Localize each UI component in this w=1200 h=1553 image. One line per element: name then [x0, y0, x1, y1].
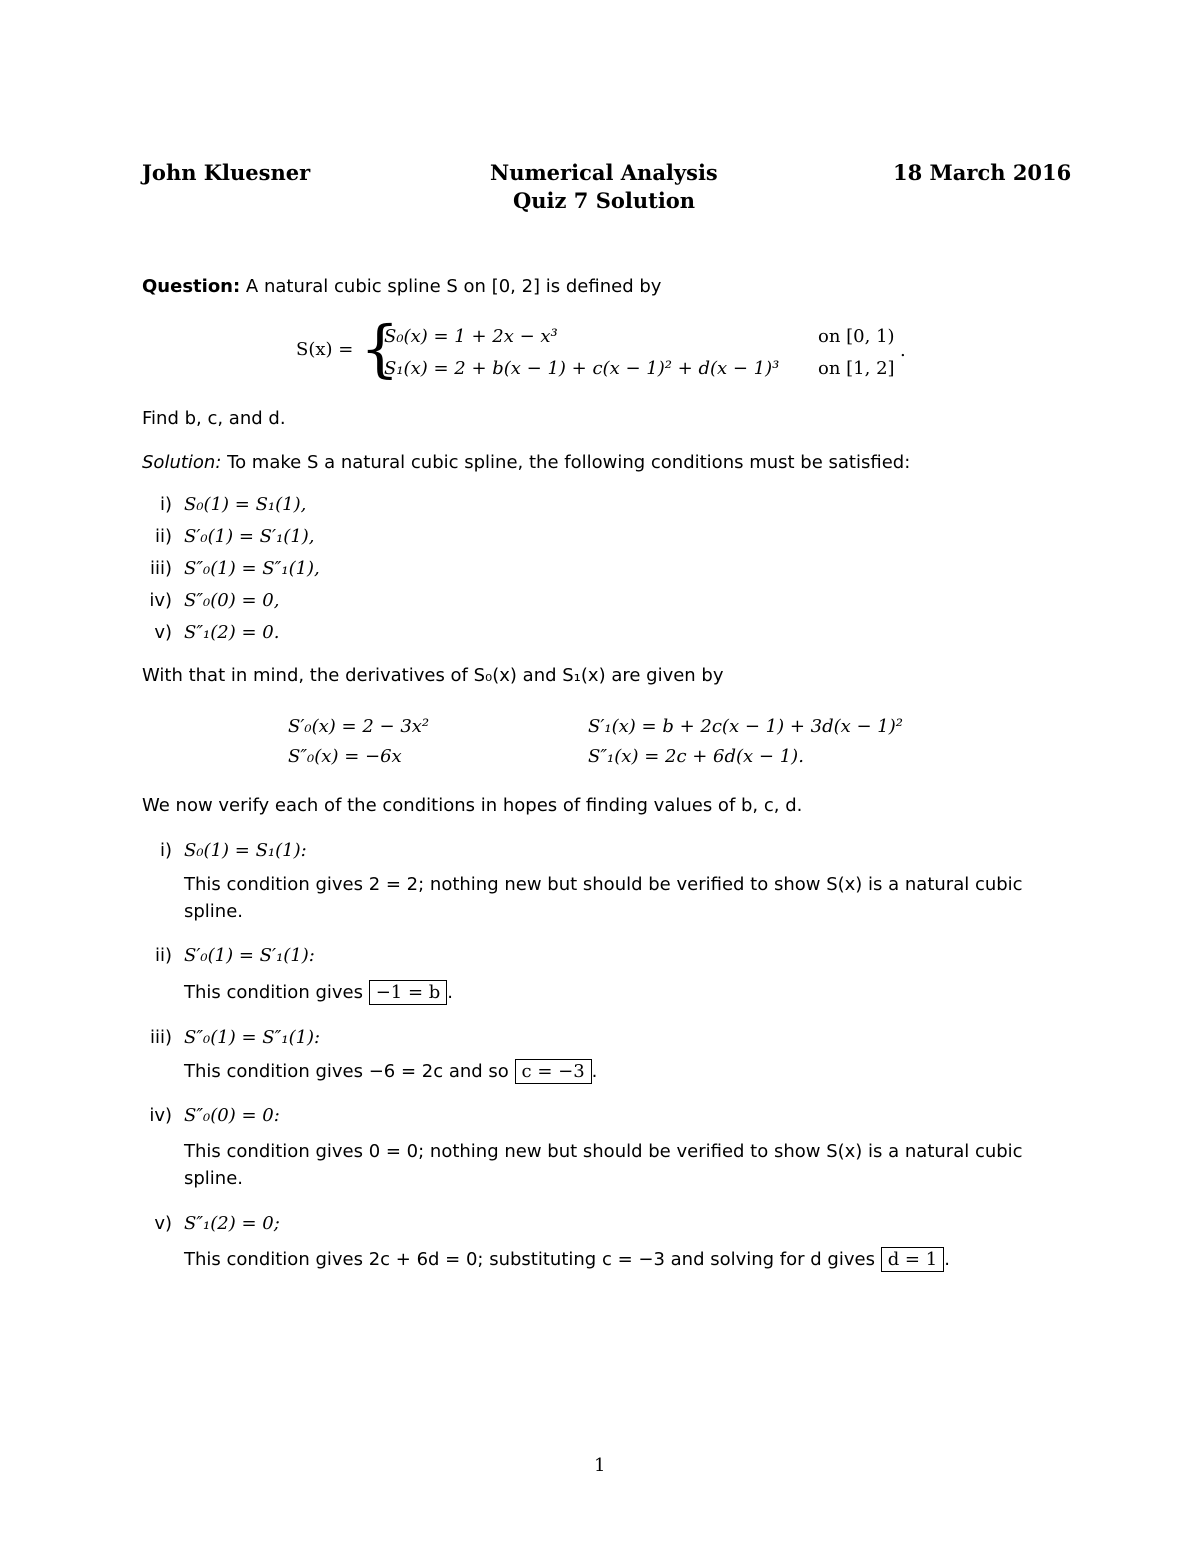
piecewise-domain-2: on [1, 2] — [818, 358, 895, 379]
solution-text: To make S a natural cubic spline, the following conditions must be satisfied: — [221, 452, 911, 473]
verification-text: This condition gives 2c + 6d = 0; substituting c = −3 and solving for d gives — [184, 1249, 881, 1270]
document-date: 18 March 2016 — [893, 160, 1072, 185]
course-title: Numerical Analysis — [490, 160, 718, 185]
verification-text: This condition gives — [184, 982, 369, 1003]
verification-text: This condition gives 0 = 0; nothing new but should be verified to show S(x) is a natural cubic — [184, 1141, 1023, 1162]
verification-text: This condition gives −6 = 2c and so — [184, 1061, 515, 1082]
quiz-subtitle: Quiz 7 Solution — [513, 188, 696, 213]
verification-period: . — [944, 1249, 950, 1270]
derivatives-intro: With that in mind, the derivatives of S₀(x) and S₁(x) are given by — [142, 665, 724, 686]
find-instruction: Find b, c, and d. — [142, 408, 286, 429]
verification-text: spline. — [184, 901, 244, 922]
piecewise-brace: { — [360, 312, 400, 385]
condition-expr: S″₀(0) = 0, — [184, 590, 280, 611]
verification-heading: S″₁(2) = 0; — [184, 1213, 280, 1234]
answer-box-c: c = −3 — [515, 1059, 592, 1084]
condition-expr: S₀(1) = S₁(1), — [184, 494, 307, 515]
solution-label: Solution: — [142, 452, 222, 473]
solution-paragraph — [142, 452, 910, 473]
derivative-s0-second: S″₀(x) = −6x — [288, 746, 402, 767]
condition-expr: S″₀(1) = S″₁(1), — [184, 558, 320, 579]
condition-label: iv) — [149, 590, 172, 611]
verification-result — [184, 1061, 597, 1082]
condition-expr: S″₁(2) = 0. — [184, 622, 280, 643]
piecewise-case-2: S₁(x) = 2 + b(x − 1) + c(x − 1)² + d(x − 1)³ — [384, 358, 780, 379]
derivative-s1-second: S″₁(x) = 2c + 6d(x − 1). — [588, 746, 804, 767]
condition-label: ii) — [154, 526, 172, 547]
piecewise-domain-1: on [0, 1) — [818, 326, 895, 347]
derivative-s0-first: S′₀(x) = 2 − 3x² — [288, 716, 430, 737]
condition-label: v) — [154, 622, 172, 643]
verification-text: This condition gives 2 = 2; nothing new but should be verified to show S(x) is a natural cubic — [184, 874, 1023, 895]
question-label: Question: — [142, 276, 241, 297]
equation-period: . — [900, 340, 906, 361]
verification-heading: S′₀(1) = S′₁(1): — [184, 945, 315, 966]
question-paragraph — [142, 276, 661, 297]
verification-label: iii) — [149, 1027, 172, 1048]
verification-label: iv) — [149, 1105, 172, 1126]
verification-label: ii) — [154, 945, 172, 966]
condition-label: iii) — [149, 558, 172, 579]
verification-result — [184, 982, 453, 1003]
verification-label: v) — [154, 1213, 172, 1234]
derivative-s1-first: S′₁(x) = b + 2c(x − 1) + 3d(x − 1)² — [588, 716, 903, 737]
verification-heading: S″₀(0) = 0: — [184, 1105, 280, 1126]
verification-heading: S₀(1) = S₁(1): — [184, 840, 307, 861]
piecewise-case-1: S₀(x) = 1 + 2x − x³ — [384, 326, 558, 347]
page-number: 1 — [594, 1455, 606, 1476]
verify-intro: We now verify each of the conditions in hopes of finding values of b, c, d. — [142, 795, 803, 816]
verification-period: . — [591, 1061, 598, 1082]
verification-result — [184, 1249, 950, 1270]
verification-period: . — [447, 982, 454, 1003]
verification-heading: S″₀(1) = S″₁(1): — [184, 1027, 321, 1048]
condition-expr: S′₀(1) = S′₁(1), — [184, 526, 315, 547]
spline-lhs: S(x) = — [296, 339, 354, 360]
condition-label: i) — [159, 494, 172, 515]
author-name: John Kluesner — [142, 160, 311, 185]
verification-label: i) — [159, 840, 172, 861]
answer-box-d: d = 1 — [881, 1247, 945, 1272]
verification-text: spline. — [184, 1168, 244, 1189]
answer-box-b: −1 = b — [369, 980, 448, 1005]
question-text: A natural cubic spline S on [0, 2] is defined by — [240, 276, 662, 297]
